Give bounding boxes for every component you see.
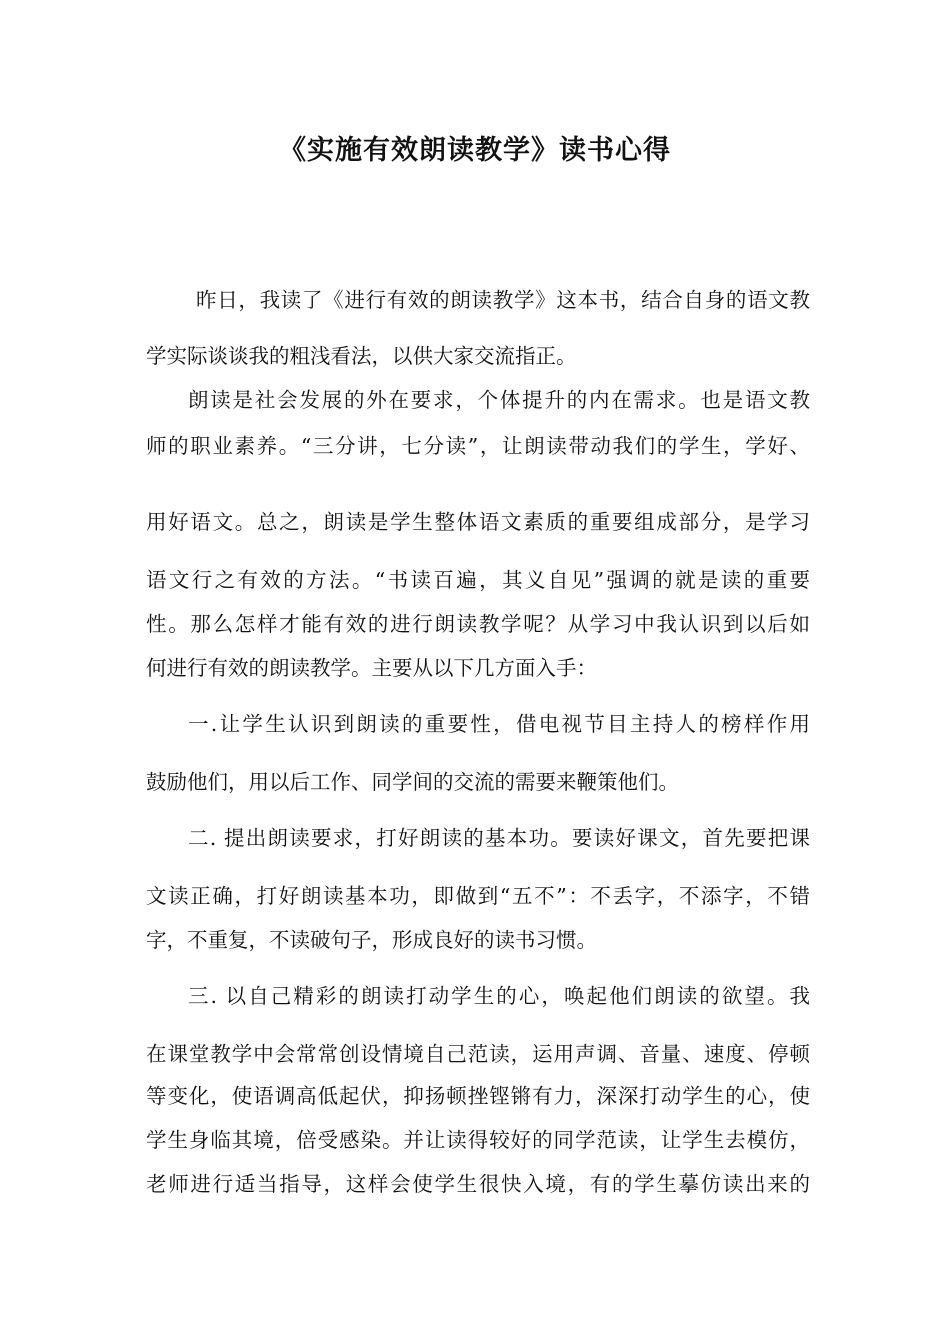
paragraph-line: 昨日，我读了《进行有效的朗读教学》这本书，结合自身的语文教 [196, 288, 810, 312]
paragraph-line: 语文行之有效的方法。“书读百遍，其义自见”强调的就是读的重要 [146, 568, 810, 592]
paragraph-line: 何进行有效的朗读教学。主要从以下几方面入手： [146, 656, 597, 680]
paragraph-line: 性。那么怎样才能有效的进行朗读教学呢？从学习中我认识到以后如 [146, 612, 810, 636]
paragraph-line: 学实际谈谈我的粗浅看法，以供大家交流指正。 [146, 344, 577, 368]
paragraph-line: 学生身临其境，倍受感染。并让读得较好的同学范读，让学生去模仿， [146, 1128, 810, 1152]
paragraph-line: 二. 提出朗读要求，打好朗读的基本功。要读好课文，首先要把课 [188, 826, 810, 850]
paragraph-line: 师的职业素养。“三分讲，七分读”，让朗读带动我们的学生，学好、 [146, 434, 810, 458]
paragraph-line: 文读正确，打好朗读基本功，即做到“五不”：不丢字，不添字，不错 [146, 884, 810, 908]
paragraph-line: 字，不重复，不读破句子，形成良好的读书习惯。 [146, 928, 597, 952]
document-title: 《实施有效朗读教学》读书心得 [279, 135, 671, 166]
paragraph-line: 在课堂教学中会常常创设情境自己范读，运用声调、音量、速度、停顿 [146, 1042, 810, 1066]
paragraph-line: 等变化，使语调高低起伏，抑扬顿挫铿锵有力，深深打动学生的心，使 [146, 1084, 810, 1108]
paragraph-line: 用好语文。总之，朗读是学生整体语文素质的重要组成部分，是学习 [146, 510, 810, 534]
paragraph-line: 朗读是社会发展的外在要求，个体提升的内在需求。也是语文教 [188, 388, 810, 412]
paragraph-line: 鼓励他们，用以后工作、同学间的交流的需要来鞭策他们。 [146, 770, 679, 794]
paragraph-line: 三. 以自己精彩的朗读打动学生的心，唤起他们朗读的欲望。我 [188, 984, 810, 1008]
paragraph-line: 一.让学生认识到朗读的重要性，借电视节目主持人的榜样作用 [188, 712, 810, 736]
paragraph-line: 老师进行适当指导，这样会使学生很快入境，有的学生摹仿读出来的 [146, 1172, 810, 1196]
